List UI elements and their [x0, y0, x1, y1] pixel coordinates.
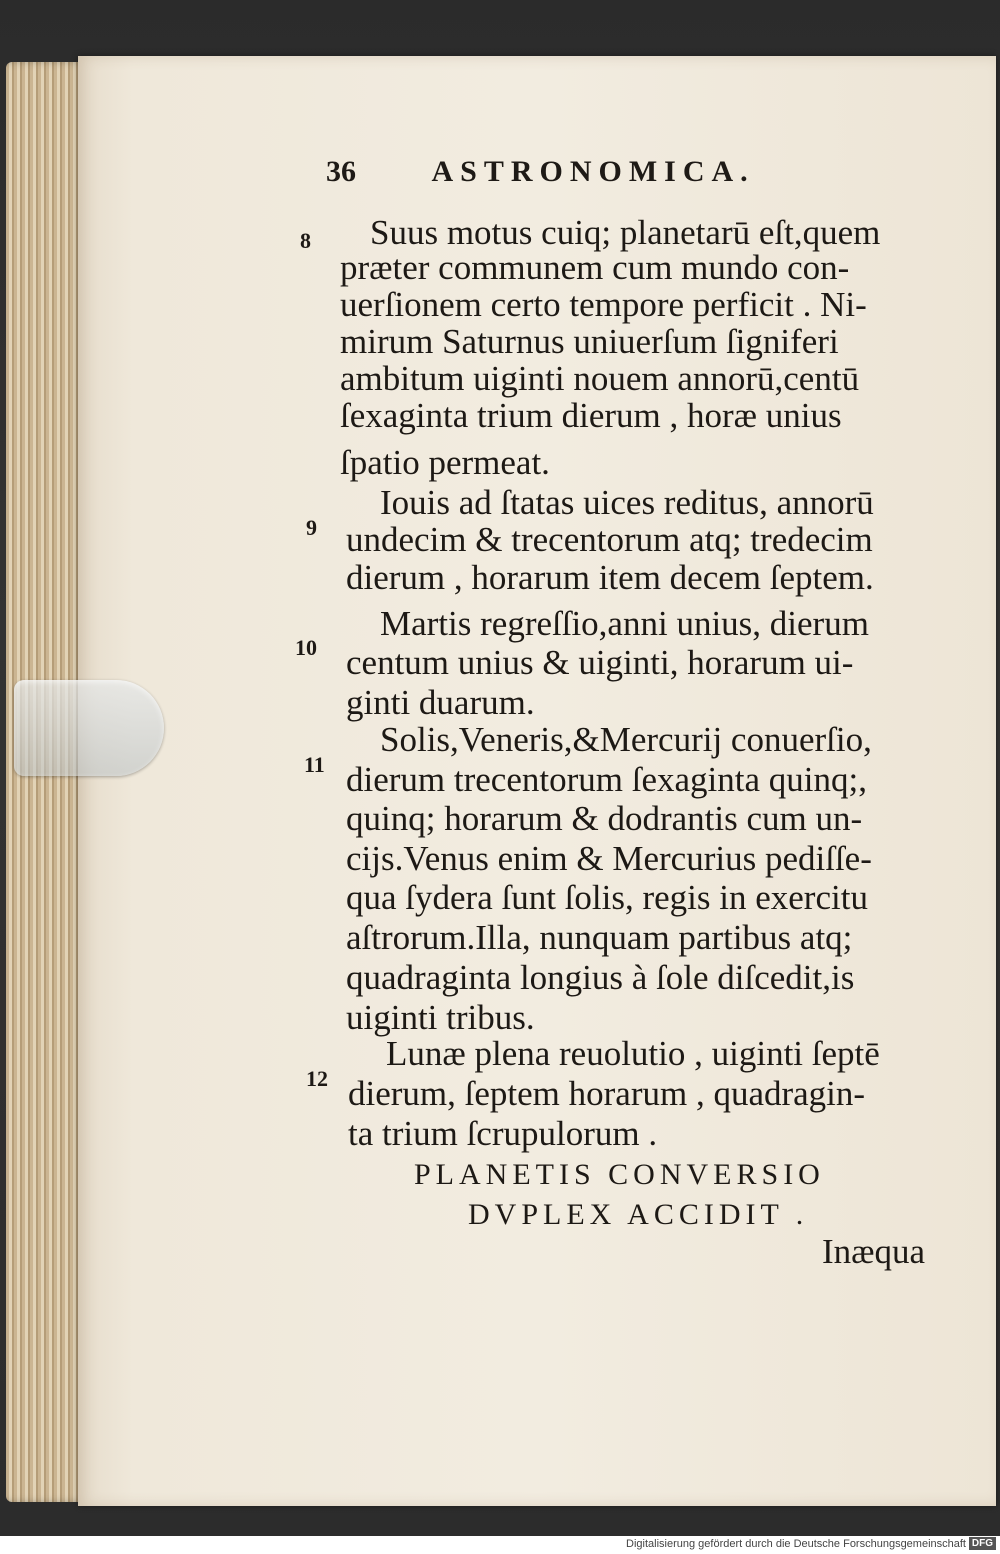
text-line: Lunæ plena reuolutio , uiginti ſeptē: [386, 1034, 880, 1073]
text-line: ginti duarum.: [346, 683, 535, 722]
text-line: cijs.Venus enim & Mercurius pediſſe-: [346, 839, 872, 878]
page-number: 36: [326, 155, 356, 188]
text-line: ambitum uiginti nouem annorū,centū: [340, 359, 860, 398]
running-header: [326, 155, 755, 189]
margin-number: 8: [300, 228, 311, 253]
margin-number: 10: [295, 635, 317, 660]
text-line: dierum , horarum item decem ſeptem.: [346, 558, 874, 597]
page-clip: [14, 680, 164, 776]
margin-number: 11: [304, 752, 325, 777]
section-heading-line-2: DVPLEX ACCIDIT .: [468, 1198, 809, 1231]
text-line: ſexaginta trium dierum , horæ unius: [340, 396, 842, 435]
text-line: centum unius & uiginti, horarum ui-: [346, 643, 854, 682]
text-line: ta trium ſcrupulorum .: [348, 1114, 658, 1153]
dfg-logo: DFG: [969, 1537, 996, 1550]
text-line: quinq; horarum & dodrantis cum un-: [346, 799, 863, 838]
footer-credit: Digitalisierung gefördert durch die Deutsche Forschungsgemeinschaft: [626, 1538, 966, 1550]
text-line: Martis regreſſio,anni unius, dierum: [380, 604, 869, 643]
text-line: Solis,Veneris,&Mercurij conuerſio,: [380, 720, 872, 759]
section-heading-line-1: PLANETIS CONVERSIO: [414, 1158, 825, 1191]
text-line: dierum trecentorum ſexaginta quinq;,: [346, 760, 867, 799]
text-line: qua ſydera ſunt ſolis, regis in exercitu: [346, 878, 868, 917]
running-title: ASTRONOMICA.: [431, 155, 755, 188]
text-line: dierum, ſeptem horarum , quadragin-: [348, 1074, 866, 1113]
text-line: mirum Saturnus uniuerſum ſigniferi: [340, 322, 839, 361]
text-line: undecim & trecentorum atq; tredecim: [346, 520, 873, 559]
text-line: ſpatio permeat.: [340, 443, 550, 482]
text-line: Iouis ad ſtatas uices reditus, annorū: [380, 483, 874, 522]
text-line: Suus motus cuiq; planetarū eſt,quem: [370, 213, 881, 252]
text-line: aſtrorum.Illa, nunquam partibus atq;: [346, 918, 853, 957]
margin-number: 12: [306, 1066, 328, 1091]
text-line: præter communem cum mundo con-: [340, 248, 850, 287]
catchword: Inæqua: [822, 1232, 926, 1271]
margin-number: 9: [306, 515, 317, 540]
text-line: quadraginta longius à ſole diſcedit,is: [346, 958, 855, 997]
text-line: uerſionem certo tempore perficit . Ni-: [340, 285, 867, 324]
text-line: uiginti tribus.: [346, 998, 535, 1037]
